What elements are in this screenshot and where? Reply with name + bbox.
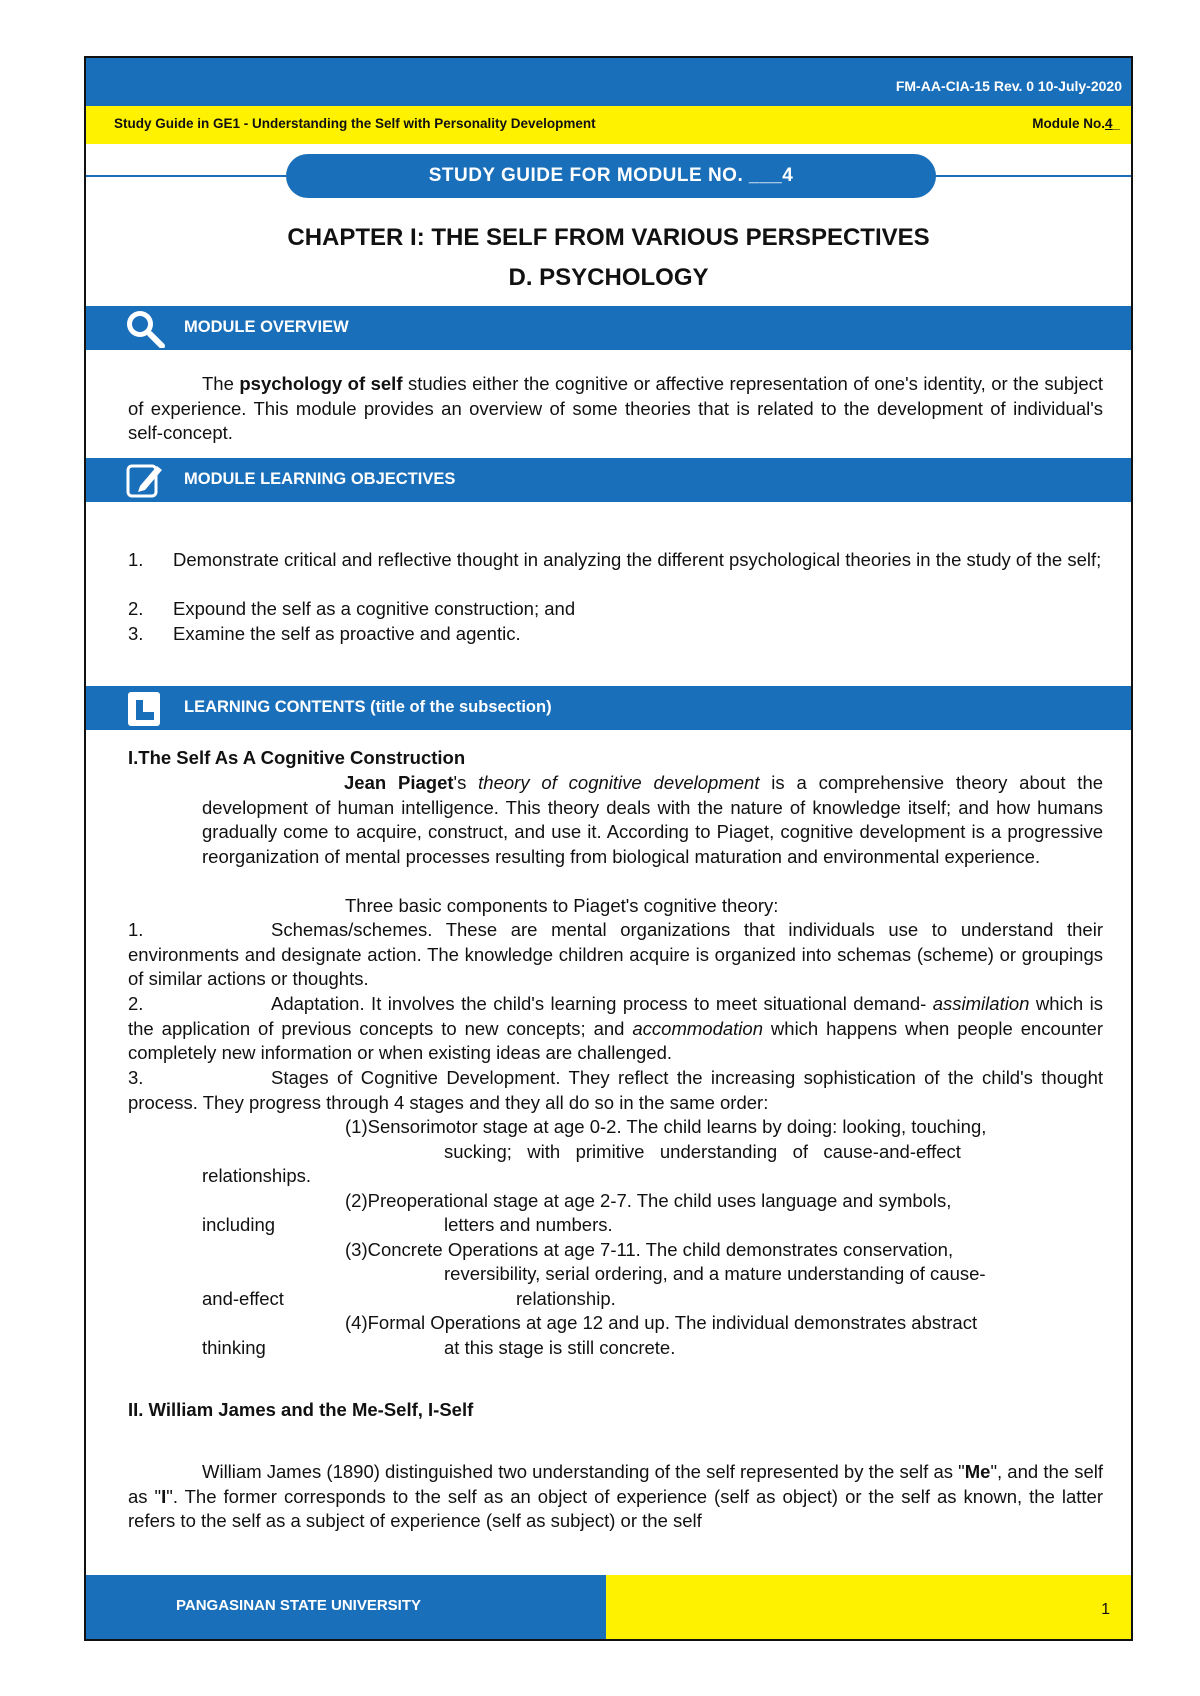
part1-heading: I.The Self As A Cognitive Construction (128, 747, 466, 768)
piaget-rest: is a comprehensive theory about the development of human intelligence. This theory deals with the nature of knowledge itself; and how humans gradually come to acquire, construct, and use it. According to Piaget, cognitive development is a progressive reorganization of mental processes resulting from biological maturation and environmental experience. (202, 772, 1104, 867)
overview-section-bar (86, 306, 1131, 350)
page-number: 1 (1101, 1601, 1110, 1618)
objective-text: Examine the self as proactive and agentic. (173, 623, 521, 644)
piaget-name: Jean Piaget (344, 772, 454, 793)
stage-2-line-b2: letters and numbers. (444, 1214, 613, 1235)
pencil-note-icon (124, 460, 166, 500)
part2-heading: II. William James and the Me-Self, I-Self (128, 1399, 474, 1420)
stage-1-line-c: relationships. (202, 1165, 312, 1186)
stage-2-line-b1: including (202, 1214, 276, 1235)
component-3 (128, 1066, 1103, 1115)
james-text: ". The former corresponds to the self as an object of experience (self as object) or the self as known, the latter refers to the self as a subject of experience (self as subject) or the self (128, 1485, 1104, 1531)
accommodation-term: accommodation (632, 1017, 763, 1039)
magnifier-icon (124, 308, 166, 348)
stage-2-line-a: (2)Preoperational stage at age 2-7. The child uses language and symbols, (345, 1190, 952, 1211)
i-term: I (161, 1485, 167, 1507)
module-pill-title: STUDY GUIDE FOR MODULE NO. ___4 (286, 154, 936, 198)
component-1 (128, 918, 1103, 992)
module-no-label: Module No. (1032, 116, 1105, 131)
james-text: William James (1890) distinguished two understanding of the self represented by the self as " (202, 1461, 965, 1482)
stage-3-line-b: reversibility, serial ordering, and a mature understanding of cause- (444, 1263, 986, 1284)
component-text: Schemas/schemes. These are mental organizations that individuals use to understand their environments and designate action. The knowledge children acquire is organized into schemas (scheme) or groupings of similar actions or thoughts. (128, 919, 1103, 989)
component-text: which is the application of previous concepts to new concepts; and (128, 993, 1103, 1039)
overview-post: studies either the cognitive or affective representation of one's identity, or the subject of experience. This module provides an overview of some theories that is related to the development of individual's self-concept. (128, 373, 1103, 443)
assimilation-term: assimilation (932, 993, 1030, 1014)
chapter-title: CHAPTER I: THE SELF FROM VARIOUS PERSPECTIVES (287, 224, 930, 251)
component-num: 1. (128, 919, 144, 940)
components-intro: Three basic components to Piaget's cognitive theory: (345, 895, 779, 916)
stage-4-line-a: (4)Formal Operations at age 12 and up. The individual demonstrates abstract (345, 1312, 978, 1333)
contents-section-bar (86, 686, 1131, 730)
stage-4-line-b1: thinking (202, 1337, 266, 1358)
module-number: Module No.4_ (1032, 116, 1120, 131)
piaget-theory: theory of cognitive development (478, 772, 760, 793)
objectives-label: MODULE LEARNING OBJECTIVES (184, 470, 456, 488)
component-text: Stages of Cognitive Development. They reflect the increasing sophistication of the child's thought process. They progress through 4 stages and they all do so in the same order: (128, 1067, 1103, 1113)
component-text: Adaptation. It involves the child's learning process to meet situational demand- (271, 993, 933, 1014)
stage-3-line-c2: relationship. (516, 1288, 616, 1309)
footer-yellow-band (606, 1575, 1131, 1639)
component-text: which happens when people encounter completely new information or when existing ideas are challenged. (128, 1017, 1103, 1063)
contents-label: LEARNING CONTENTS (title of the subsection) (184, 698, 552, 716)
footer-university: PANGASINAN STATE UNIVERSITY (176, 1597, 422, 1614)
stage-3-line-c1: and-effect (202, 1288, 284, 1309)
overview-bold-term: psychology of self (239, 373, 403, 394)
chapter-subtitle: D. PSYCHOLOGY (508, 264, 709, 291)
piaget-poss: 's (453, 772, 479, 793)
objective-item-2 (128, 597, 1103, 622)
objective-item-1 (128, 548, 1103, 573)
component-2 (128, 992, 1103, 1066)
stage-1-line-a: (1)Sensorimotor stage at age 0-2. The child learns by doing: looking, touching, (345, 1116, 987, 1137)
module-no-value: 4 (1104, 116, 1113, 131)
james-text: ", and the self as " (128, 1461, 1104, 1507)
stage-1-line-b: sucking; with primitive understanding of cause-and-effect (444, 1141, 961, 1162)
stage-3-line-a: (3)Concrete Operations at age 7-11. The child demonstrates conservation, (345, 1239, 954, 1260)
objective-num: 3. (128, 623, 144, 644)
component-num: 3. (128, 1067, 144, 1088)
component-num: 2. (128, 993, 144, 1014)
objectives-section-bar (86, 458, 1131, 502)
overview-paragraph (128, 372, 1103, 446)
overview-pre: The (202, 373, 240, 394)
objective-text: Demonstrate critical and reflective thought in analyzing the different psychological theories in the study of the self; (173, 549, 1102, 570)
objective-text: Expound the self as a cognitive construction; and (173, 598, 576, 619)
piaget-paragraph (202, 771, 1103, 869)
study-guide-title: Study Guide in GE1 - Understanding the Self with Personality Development (114, 116, 596, 131)
objective-item-3 (128, 622, 1103, 647)
form-code: FM-AA-CIA-15 Rev. 0 10-July-2020 (895, 78, 1122, 94)
overview-label: MODULE OVERVIEW (184, 318, 349, 336)
objective-num: 2. (128, 598, 144, 619)
objective-num: 1. (128, 549, 144, 570)
stage-4-line-b2: at this stage is still concrete. (444, 1337, 676, 1358)
me-term: Me (964, 1461, 991, 1482)
book-icon (124, 688, 166, 728)
james-paragraph (128, 1460, 1103, 1534)
